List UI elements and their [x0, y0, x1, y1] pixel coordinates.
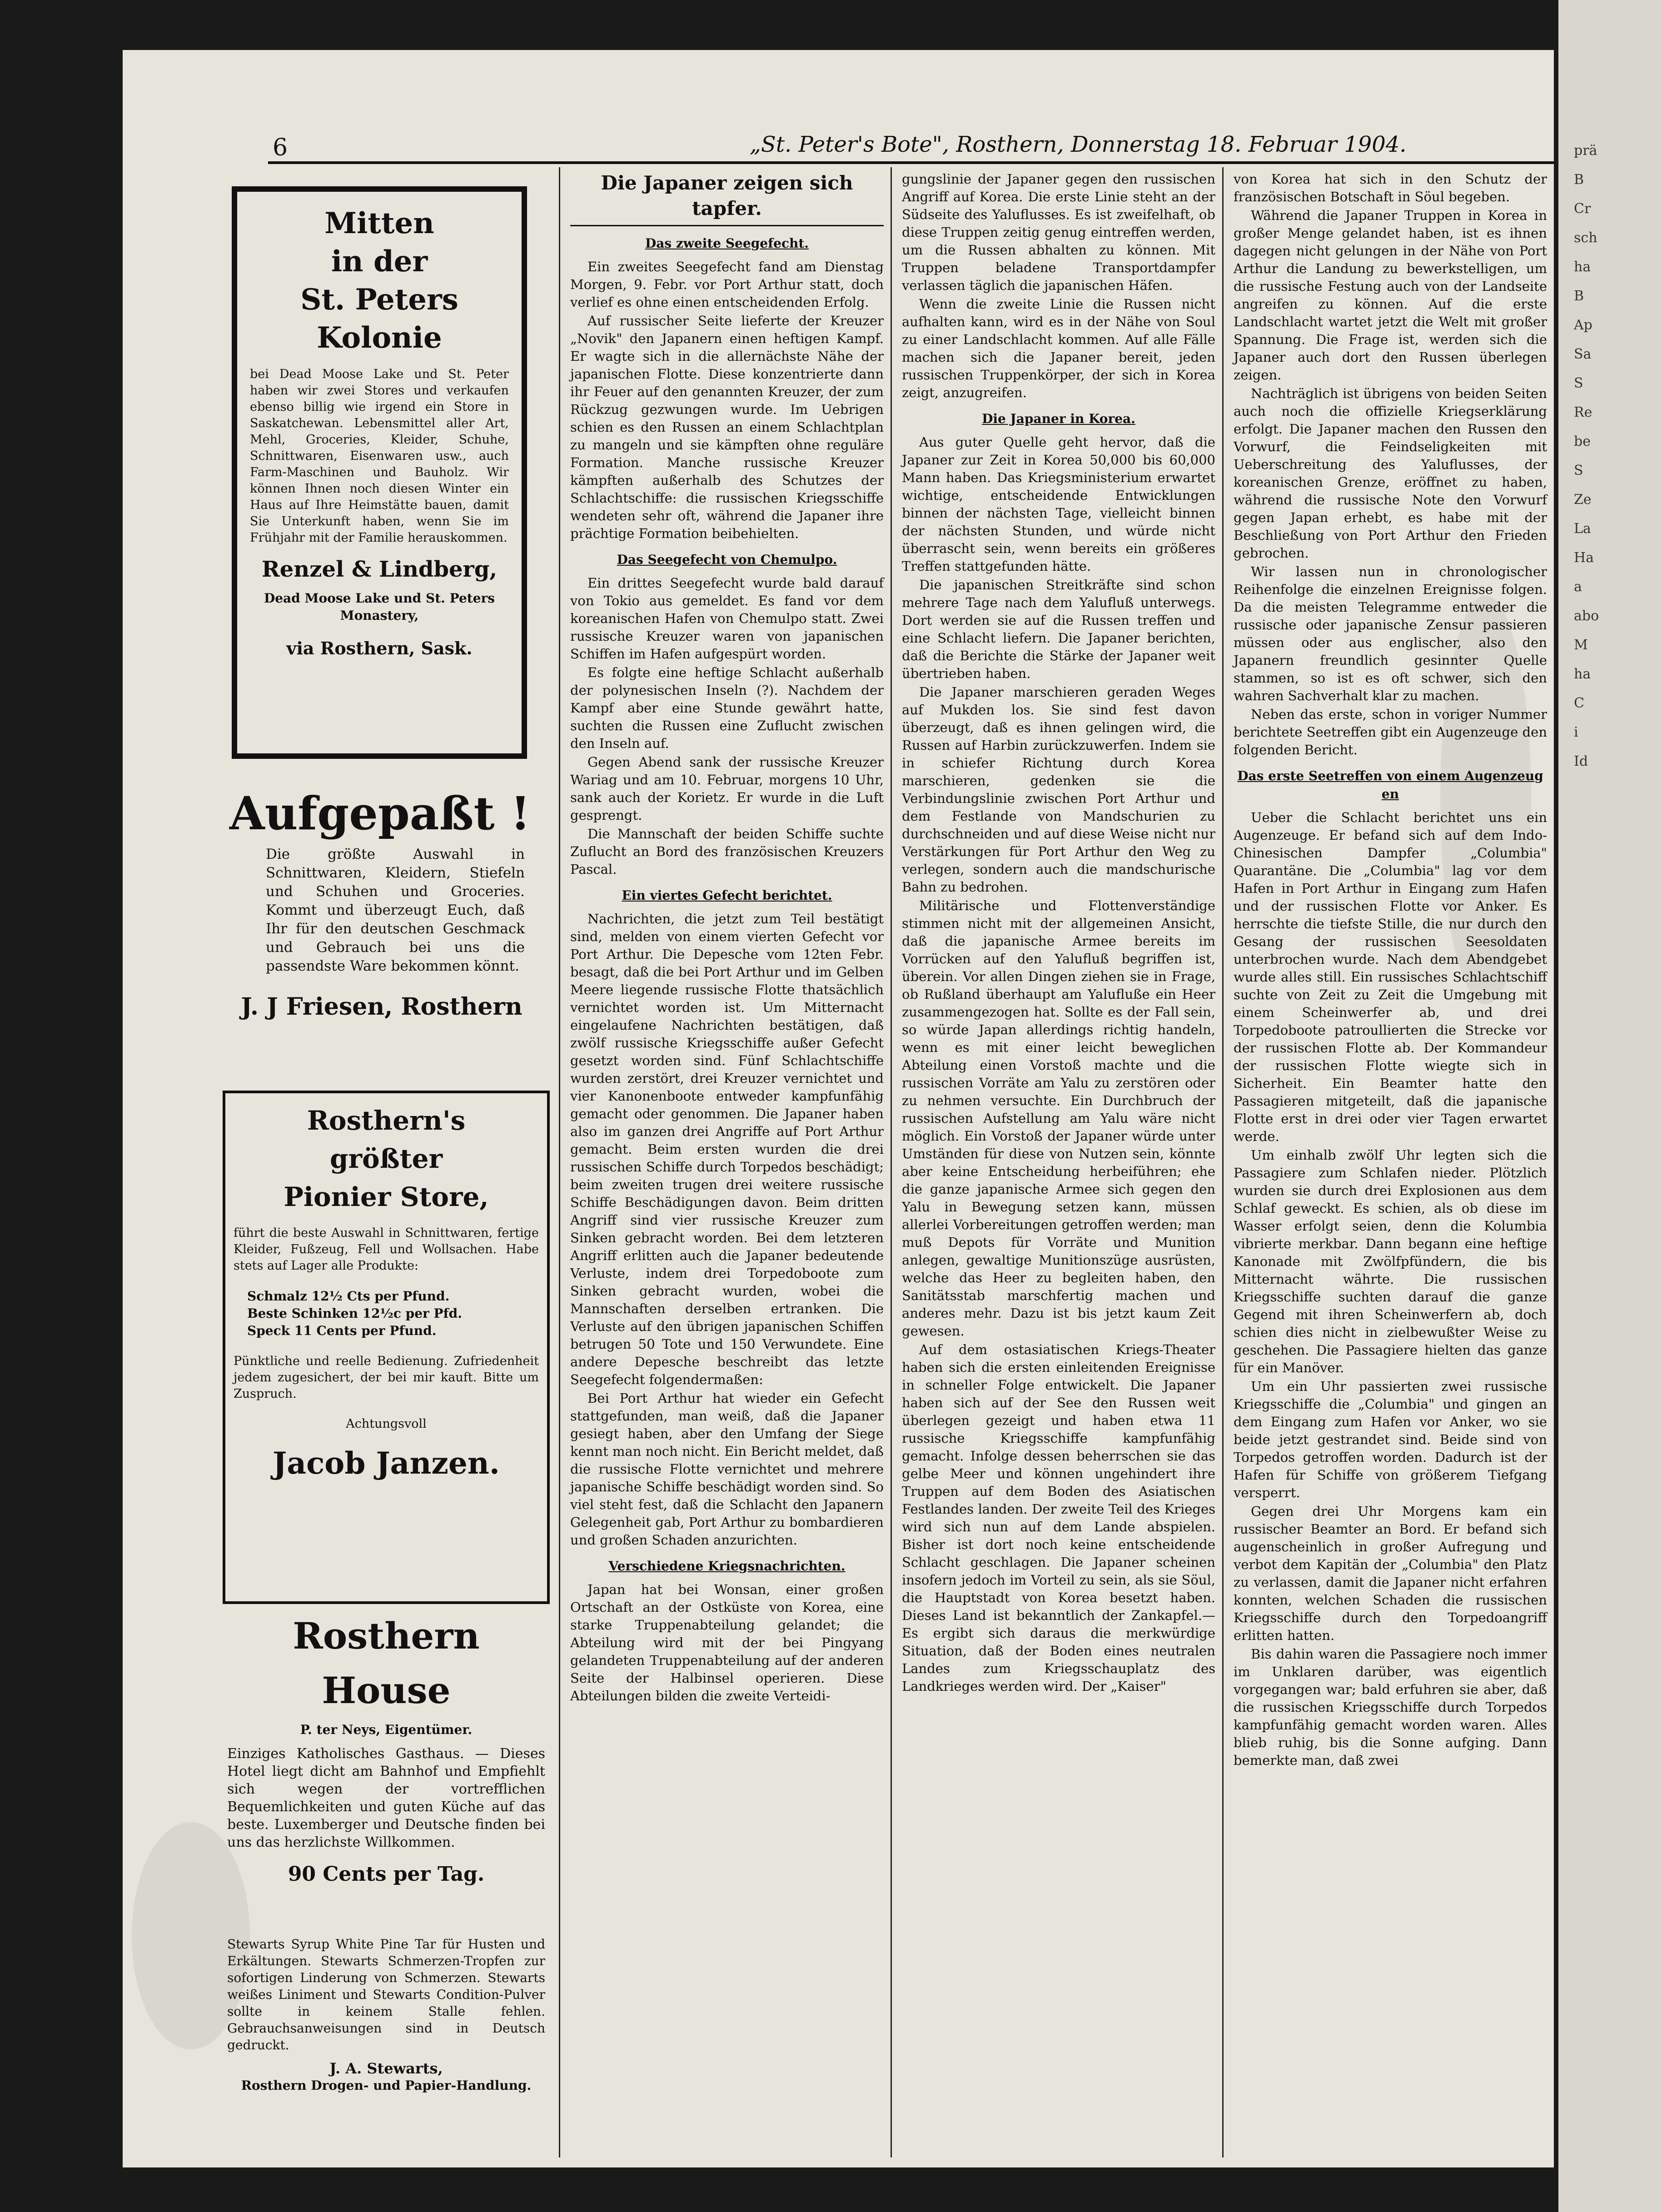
- ad-owner: P. ter Neys, Eigentümer.: [300, 1722, 473, 1737]
- ad-via: via Rosthern, Sask.: [286, 638, 473, 658]
- ad-title-line: St. Peters: [300, 283, 458, 317]
- article-paragraph: Neben das erste, schon in voriger Nummer berichtete Seetreffen gibt ein Augenzeuge den folgenden Bericht.: [1234, 707, 1547, 757]
- ad-body: Die größte Auswahl in Schnittwaren, Kleidern, Stiefeln und Schuhen und Groceries. Kommt und überzeugt Euch, daß Ihr für den deutschen Geschmack und Gebrauch bei uns die passendste Ware bekommen könnt.: [266, 846, 525, 974]
- page-number: 6: [273, 134, 288, 161]
- article-paragraph: gungslinie der Japaner gegen den russischen Angriff auf Korea. Die erste Linie steht an der Südseite des Yaluflusses. Es ist zweifelhaft, ob diese Truppen zeitig genug eintreffen werden, um die Russen abhalten zu können. Mit Truppen beladene Transportdampfer verlassen täglich die japanischen Häfen.: [902, 171, 1215, 293]
- ad-janzen: [223, 1091, 550, 1604]
- ad-body: führt die beste Auswahl in Schnittwaren, fertige Kleider, Fußzeug, Fell und Wollsachen. Habe stets auf Lager alle Produkte:: [234, 1226, 539, 1273]
- section-heading: Das Seegefecht von Chemulpo.: [617, 552, 837, 567]
- ad-title: Rosthern House: [293, 1614, 480, 1712]
- article-paragraph: Gegen Abend sank der russische Kreuzer Wariag und am 10. Februar, morgens 10 Uhr, sank auch der Korietz. Er wurde in die Luft gesprengt.: [570, 754, 884, 823]
- ad-title: Aufgepaßt !: [229, 787, 531, 840]
- article-paragraph: Um einhalb zwölf Uhr legten sich die Passagiere zum Schlafen nieder. Plötzlich wurden sie durch drei Explosionen aus dem Schlaf geweckt. Es schien, als ob diese im Wasser erfolgt seien, denn die Kolumbia vibrierte merkbar. Dann begann eine heftige Kanonade mit Zwölfpfündern, die bis Mitternacht währte. Die russischen Kriegsschiffe suchten darauf die ganze Gegend mit ihren Scheinwerfern ab, doch schien dies nicht in zielbewußter Weise zu geschehen. Die Passagiere hielten das ganze für ein Manöver.: [1234, 1147, 1547, 1375]
- edge-fragment: Ze: [1574, 492, 1592, 508]
- ad-signature: J. J Friesen, Rosthern: [241, 993, 522, 1021]
- price-line: Schmalz 12½ Cts per Pfund.: [247, 1289, 450, 1304]
- edge-fragment: abo: [1574, 608, 1599, 624]
- next-page-edge: [1558, 0, 1662, 2212]
- edge-fragment: ha: [1574, 666, 1591, 682]
- article-paragraph: Bei Port Arthur hat wieder ein Gefecht stattgefunden, man weiß, daß die Japaner gesiegt haben, aber den Umfang der Siege kennt man noch nicht. Ein Bericht meldet, daß die russische Flotte vernichtet und mehrere japanische Schiffe beschädigt worden sind. So viel steht fest, daß die Schlacht den Japanern Gelegenheit gab, Port Arthur zu bombardieren und großen Schaden anzurichten.: [570, 1390, 884, 1548]
- edge-fragment: a: [1574, 579, 1582, 595]
- edge-fragment: M: [1574, 637, 1588, 653]
- ad-renzel-lindberg: [232, 186, 527, 759]
- article-paragraph: Um ein Uhr passierten zwei russische Kriegsschiffe die „Columbia" und gingen an dem Eingang zum Hafen vor Anker, wo sie beide jetzt gestrandet sind. Beide sind von Torpedos getroffen worden. Dadurch ist der Hafen für Schiffe von größerem Tiefgang versperrt.: [1234, 1379, 1547, 1500]
- section-heading: Die Japaner in Korea.: [982, 411, 1135, 426]
- ad-title-line: Rosthern's: [307, 1105, 466, 1136]
- section-heading: Das erste Seetreffen von einem Augenzeug en: [1237, 768, 1543, 802]
- ad-title-line: größter: [329, 1143, 443, 1174]
- article-paragraph: Es folgte eine heftige Schlacht außerhalb der polynesischen Inseln (?). Nachdem der Kampf aber eine Stunde gewährt hatte, suchten die Russen eine Zuflucht zwischen den Inseln auf.: [570, 665, 884, 751]
- ad-friesen: [229, 786, 534, 1068]
- article-paragraph: Die Mannschaft der beiden Schiffe suchte Zuflucht an Bord des französischen Kreuzers Pascal.: [570, 826, 884, 877]
- article-column-2: [570, 170, 884, 1706]
- ad-price: 90 Cents per Tag.: [288, 1863, 485, 1886]
- article-paragraph: Ueber die Schlacht berichtet uns ein Augenzeuge. Er befand sich auf dem Indo-Chinesischen Dampfer „Columbia" Quarantäne. Die „Columbia" lag vor dem Hafen in Port Arthur in Eingang zum Hafen und der russischen Flotte vor Anker. Es herrschte die tiefste Stille, die nur durch den Gesang der russischen Seesoldaten unterbrochen wurde. Nach dem Abendgebet wurde alles still. Ein russisches Schlachtschiff suchte von Zeit zu Zeit die Umgebung mit einem Scheinwerfer ab, und drei Torpedoboote patroullierten die Strecke vor der russischen Flotte ab. Der Kommandeur der russischen Flotte wiegte sich in Sicherheit. Ein Beamter hatte den Passagieren mitgeteilt, daß die japanische Flotte erst in drei oder vier Tagen erwartet werde.: [1234, 810, 1547, 1144]
- edge-fragment: B: [1574, 288, 1584, 304]
- edge-fragment: i: [1574, 724, 1578, 740]
- header-rule: [268, 161, 1554, 164]
- ad-body: bei Dead Moose Lake und St. Peter haben wir zwei Stores und verkaufen ebenso billig wie irgend ein Store in Saskatchewan. Lebensmittel aller Art, Mehl, Groceries, Kleider, Schuhe, Schnittwaren, Eisenwaren usw., auch Farm-Maschinen und Bauholz. Wir können Ihnen noch diesen Winter ein Haus auf Ihre Heimstätte bauen, damit Sie Unterkunft haben, wenn Sie im Frühjahr mit der Familie herauskommen.: [250, 367, 509, 545]
- ad-title-line: in der: [331, 244, 428, 279]
- article-paragraph: Die japanischen Streitkräfte sind schon mehrere Tage nach dem Yalufluß unterwegs. Dort werden sie auf die Russen treffen und eine Schlacht liefern. Die Japaner berichten, daß die Berichte die Stärke der Japaner weit übertrieben haben.: [902, 577, 1215, 681]
- newspaper-page: [123, 50, 1554, 2167]
- article-paragraph: Gegen drei Uhr Morgens kam ein russischer Beamter an Bord. Er befand sich augenscheinlich in großer Aufregung und verbot dem Kapitän der „Columbia" den Platz zu verlassen, damit die Japaner nicht erfahren konnten, welchen Schaden die russischen Kriegsschiffe durch den Torpedoangriff erlitten hatten.: [1234, 1504, 1547, 1643]
- article-paragraph: Wir lassen nun in chronologischer Reihenfolge die einzelnen Ereignisse folgen. Da die meisten Telegramme entweder die russische oder japanische Zensur passieren müssen oder aus englischer, also den Japanern freundlich gesinnter Quelle stammen, so ist es oft schwer, sich den wahren Sachverhalt klar zu machen.: [1234, 564, 1547, 703]
- edge-fragments: [1558, 0, 1662, 776]
- edge-fragment: Ap: [1574, 317, 1592, 333]
- article-paragraph: Nachträglich ist übrigens von beiden Seiten auch noch die offizielle Kriegserklärung erfolgt. Die Japaner machen den Russen den Vorwurf, die Feindseligkeiten mit Ueberschreitung des Yaluflusses, der koreanischen Grenze, eröffnet zu haben, während die russische Note den Vorwurf gegen Japan erhebt, es habe mit der Beschließung von Port Arthur den Frieden gebrochen.: [1234, 386, 1547, 561]
- section-heading: Ein viertes Gefecht berichtet.: [622, 888, 832, 903]
- article-paragraph: Ein zweites Seegefecht fand am Dienstag Morgen, 9. Febr. vor Port Arthur statt, doch verlief es ohne einen entscheidenden Erfolg.: [570, 259, 884, 310]
- ad-rosthern-house: [227, 1609, 545, 1918]
- price-line: Beste Schinken 12½c per Pfd.: [247, 1306, 462, 1321]
- edge-fragment: C: [1574, 695, 1584, 711]
- ad-stewarts: [227, 1936, 545, 2140]
- edge-fragment: Sa: [1574, 346, 1592, 362]
- article-paragraph: von Korea hat sich in den Schutz der französischen Botschaft in Söul begeben.: [1234, 171, 1547, 204]
- ad-body: Einziges Katholisches Gasthaus. — Dieses Hotel liegt dicht am Bahnhof und Empfiehlt sich wegen der vortrefflichen Bequemlichkeiten und guten Küche auf das beste. Luxemberger und Deutsche finden bei uns das herzlichste Willkommen.: [227, 1746, 545, 1850]
- ad-signature: Jacob Janzen.: [273, 1445, 500, 1481]
- article-paragraph: Ein drittes Seegefecht wurde bald darauf von Tokio aus gemeldet. Es fand vor dem koreanischen Hafen von Chemulpo statt. Zwei russische Kreuzer waren von japanischen Schiffen im Hafen aufgespürt worden.: [570, 575, 884, 662]
- article-paragraph: Wenn die zweite Linie die Russen nicht aufhalten kann, wird es in der Nähe von Soul zu einer Landschlacht kommen. Auf alle Fälle machen sich die Japaner bereit, jeden russischen Truppenkörper, der sich in Korea zeigt, anzugreifen.: [902, 296, 1215, 400]
- edge-fragment: be: [1574, 433, 1591, 449]
- ad-address: Dead Moose Lake und St. Peters Monastery,: [264, 591, 495, 623]
- edge-fragment: B: [1574, 172, 1584, 188]
- article-paragraph: Die Japaner marschieren geraden Weges auf Mukden los. Sie sind fest davon überzeugt, daß es ihnen gelingen wird, die Russen auf Harbin zurückzuwerfen. Indem sie in schiefer Richtung durch Korea marschieren, gedenken sie die Verbindungslinie zwischen Port Arthur und dem Festlande von Mandschurien zu durchschneiden und auf diese Weise nicht nur Verstärkungen für Port Arthur den Weg zu verlegen, sondern auch die mandschurische Bahn zu bedrohen.: [902, 684, 1215, 895]
- section-heading: Verschiedene Kriegsnachrichten.: [608, 1559, 846, 1574]
- article-paragraph: Nachrichten, die jetzt zum Teil bestätigt sind, melden von einem vierten Gefecht vor Port Arthur. Die Depesche vom 12ten Febr. besagt, daß die bei Port Arthur und im Gelben Meere liegende russische Flotte thatsächlich vernichtet worden ist. Um Mitternacht eingelaufene Nachrichten bestätigen, daß zwölf russische Kriegsschiffe außer Gefecht gesetzt worden sind. Fünf Schlachtschiffe wurden zerstört, drei Kreuzer vernichtet und vier Kanonenboote entweder kampfunfähig gemacht oder genommen. Die Japaner haben also im ganzen drei Angriffe auf Port Arthur gemacht. Beim ersten wurden die drei russischen Schiffe durch Torpedos beschädigt; beim zweiten trugen drei weitere russische Schiffe Beschädigungen davon. Beim dritten Angriff sind vier russische Kreuzer zum Sinken gebracht worden. Bei dem letzteren Angriff erlitten auch die Japaner bedeutende Verluste, indem drei Torpedoboote zum Sinken gebracht wurden, wobei die Mannschaften derselben ertranken. Die Verluste auf den übrigen japanischen Schiffen betrugen 50 Tote und 150 Verwundete. Eine andere Depesche beschreibt das letzte Seegefecht folgendermaßen:: [570, 911, 884, 1387]
- edge-fragment: sch: [1574, 230, 1597, 246]
- ad-name: J. A. Stewarts,: [329, 2060, 443, 2077]
- ad-regards: Achtungsvoll: [346, 1417, 427, 1431]
- article-paragraph: Japan hat bei Wonsan, einer großen Ortschaft an der Ostküste von Korea, eine starke Truppenabteilung gelandet; die Abteilung wird mit der bei Pingyang gelandeten Truppenabteilung auf der anderen Seite der Halbinsel operieren. Diese Abteilungen bilden die zweite Verteidi-: [570, 1582, 884, 1704]
- article-paragraph: Aus guter Quelle geht hervor, daß die Japaner zur Zeit in Korea 50,000 bis 60,000 Mann haben. Das Kriegsministerium erwartet wichtige, entscheidende Entwicklungen binnen der nächsten Tage, vielleicht binnen der nächsten Stunden, und würde nicht überrascht sein, wenn bereits ein größeres Treffen stattgefunden hätte.: [902, 434, 1215, 574]
- ad-title-line: Mitten: [324, 206, 434, 240]
- price-line: Speck 11 Cents per Pfund.: [247, 1323, 437, 1338]
- page-header: [123, 50, 1554, 164]
- article-column-3: [902, 170, 1215, 1696]
- edge-fragment: Id: [1574, 753, 1588, 769]
- ad-title-line: Pionier Store,: [284, 1181, 489, 1212]
- article-paragraph: Auf dem ostasiatischen Kriegs-Theater haben sich die ersten einleitenden Ereignisse in schneller Folge entwickelt. Die Japaner haben sich auf der See den Russen weit überlegen gezeigt und haben etwa 11 russische Kriegsschiffe kampfunfähig gemacht. Infolge dessen beherrschen sie das gelbe Meer und können ungehindert ihre Truppen auf dem Boden des Asiatischen Festlandes landen. Der zweite Teil des Krieges wird sich nun auf dem Lande abspielen. Bisher ist dort noch keine entscheidende Schlacht geschlagen. Die Japaner scheinen insofern jedoch im Vorteil zu sein, als sie Söul, die Hauptstadt von Korea besetzt haben. Dieses Land ist bekanntlich der Zankapfel.— Es ergibt sich daraus die merkwürdige Situation, daß der Boden eines neutralen Landes zum Kriegsschauplatz des Landkrieges werden wird. Der „Kaiser": [902, 1342, 1215, 1694]
- edge-fragment: S: [1574, 375, 1583, 391]
- ad-shop: Rosthern Drogen- und Papier-Handlung.: [241, 2078, 532, 2093]
- ad-service: Pünktliche und reelle Bedienung. Zufriedenheit jedem zugesichert, der bei mir kauft. Bitte um Zuspruch.: [234, 1354, 539, 1401]
- ad-firm: Renzel & Lindberg,: [261, 557, 498, 582]
- article-headline: Die Japaner zeigen sich tapfer.: [570, 170, 884, 226]
- masthead-line: „St. Peter's Bote", Rosthern, Donnerstag 18. Februar 1904.: [750, 132, 1407, 157]
- article-paragraph: Militärische und Flottenverständige stimmen nicht mit der allgemeinen Ansicht, daß die japanische Armee bereits im Vorrücken auf den Yalufluß begriffen ist, überein. Vor allen Dingen ziehen sie in Frage, ob Rußland überhaupt am Yalufluße ein Heer zusammengezogen hat. Sollte es der Fall sein, so würde Japan allerdings richtig handeln, wenn es mit einer leicht beweglichen Abteilung einen Vorstoß machte und die russischen Vorräte am Yalu zu zerstören oder zu nehmen versuchte. Ein Durchbruch der russischen Aufstellung am Yalu wäre nicht möglich. Ein Vorstoß der Japaner würde unter Umständen für diese von Nutzen sein, könnte aber keine Entscheidung herbeiführen; ehe die ganze japanische Armee sich gegen den Yalu in Bewegung setzen kann, müssen allerlei Vorbereitungen getroffen werden; man muß Depots für Vorräte und Munition anlegen, gewaltige Munitionszüge ausrüsten, welche das Heer zu begleiten haben, den Sanitätsstab marschfertig machen und anderes mehr. Dazu ist bis jetzt kaum Zeit gewesen.: [902, 898, 1215, 1339]
- edge-fragment: ha: [1574, 259, 1591, 275]
- edge-fragment: prä: [1574, 143, 1597, 159]
- ad-title-line: Kolonie: [317, 321, 442, 355]
- edge-fragment: La: [1574, 521, 1591, 537]
- edge-fragment: Re: [1574, 404, 1592, 420]
- ad-body: Stewarts Syrup White Pine Tar für Husten und Erkältungen. Stewarts Schmerzen-Tropfen zur sofortigen Linderung von Schmerzen. Stewarts weißes Liniment und Stewarts Condition-Pulver sollte in keinem Stalle fehlen. Gebrauchsanweisungen sind in Deutsch gedruckt.: [227, 1937, 545, 2053]
- section-heading: Das zweite Seegefecht.: [645, 236, 809, 251]
- article-paragraph: Bis dahin waren die Passagiere noch immer im Unklaren darüber, was eigentlich vorgegangen war; bald erfuhren sie aber, daß die russischen Kriegsschiffe durch Torpedos kampfunfähig gemacht worden waren. Alles blieb ruhig, bis die Sonne aufging. Dann bemerkte man, daß zwei: [1234, 1646, 1547, 1768]
- article-paragraph: Während die Japaner Truppen in Korea in großer Menge gelandet haben, ist es ihnen dagegen nicht gelungen in der Nähe von Port Arthur die Landung zu bewerkstelligen, um die russische Festung auch von der Landseite angreifen zu können. Auf die erste Landschlacht wartet jetzt die Welt mit großer Spannung. Die Frage ist, werden sich die Japaner auch dort den Russen überlegen zeigen.: [1234, 208, 1547, 383]
- article-paragraph: Auf russischer Seite lieferte der Kreuzer „Novik" den Japanern einen heftigen Kampf. Er wagte sich in die allernächste Nähe der japanischen Flotte. Diese konzentrierte dann ihr Feuer auf den genannten Kreuzer, der zum Rückzug gezwungen wurde. Im Uebrigen schien es den Russen an einem Schlachtplan zu mangeln und sie kämpften ohne reguläre Formation. Manche russische Kreuzer kämpften außerhalb des Schutzes der Schlachtschiffe: die russischen Kriegsschiffe wendeten sehr oft, während die Japaner ihre prächtige Formation beibehielten.: [570, 313, 884, 541]
- edge-fragment: Cr: [1574, 201, 1591, 217]
- article-column-4: [1234, 170, 1547, 1770]
- edge-fragment: Ha: [1574, 550, 1594, 566]
- edge-fragment: S: [1574, 463, 1583, 478]
